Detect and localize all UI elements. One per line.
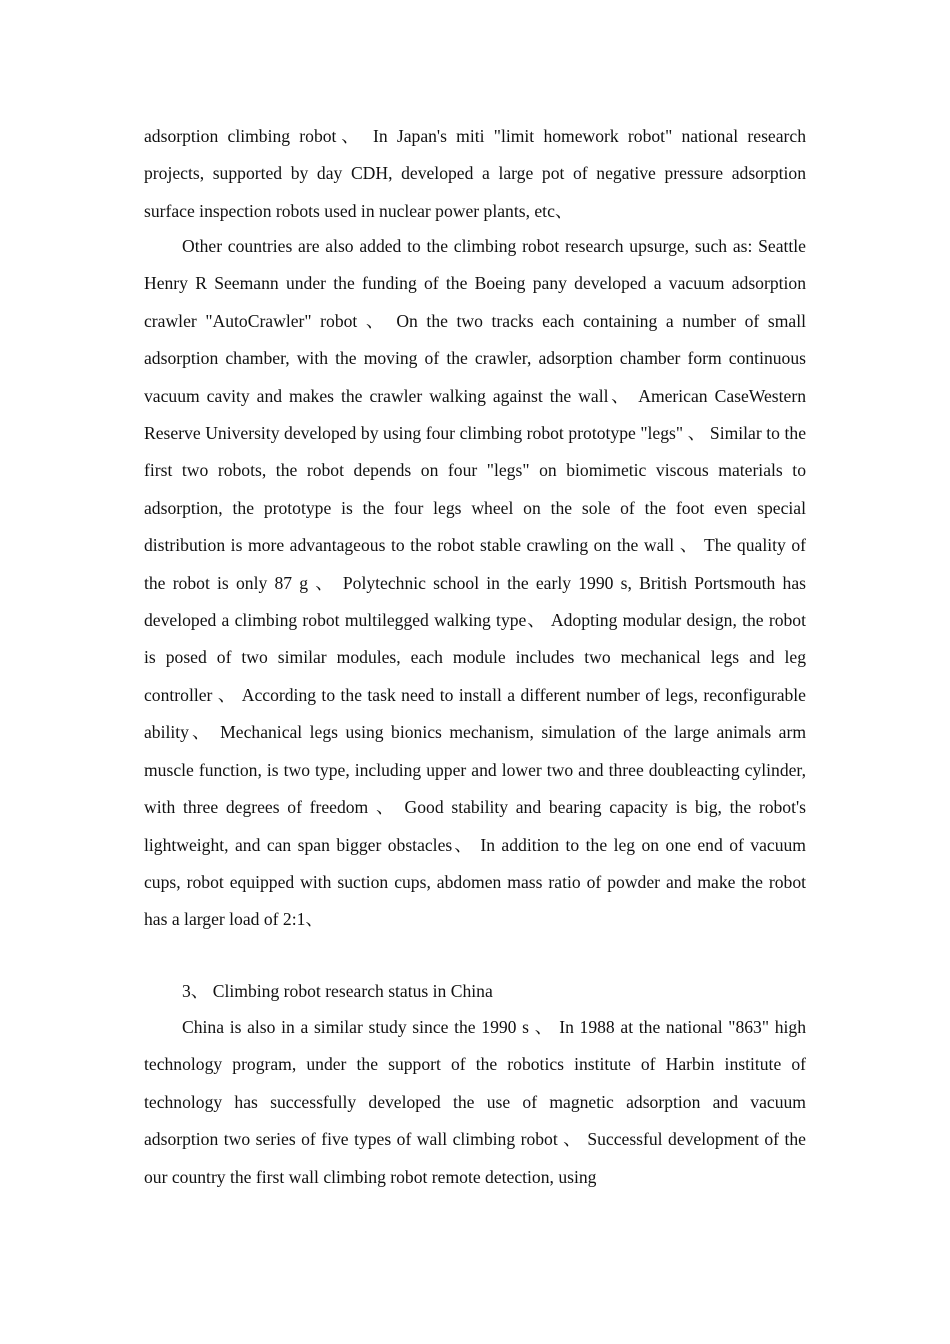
paragraph-other-countries xyxy=(144,228,806,939)
paragraph-1-text: adsorption climbing robot、 In Japan's miti "limit homework robot" national research projects, supported by day CDH, developed a large pot of negative pressure adsorption surface inspection robots used in nuclear power plants, etc、 xyxy=(144,126,806,221)
paragraph-3-text: China is also in a similar study since the 1990 s 、 In 1988 at the national "863" high technology program, under the support of the robotics institute of Harbin institute of technology has successfully developed the use of magnetic adsorption and vacuum adsorption two series of five types of wall climbing robot 、 Successful development of the our country the first wall climbing robot remote detection, using xyxy=(144,1017,806,1187)
paragraph-china xyxy=(144,1009,806,1196)
section-heading-text: 3、 Climbing robot research status in China xyxy=(182,981,493,1001)
section-heading xyxy=(144,973,806,1010)
paragraph-2-text: Other countries are also added to the climbing robot research upsurge, such as: Seattle Henry R Seemann under the funding of the Boeing pany developed a vacuum adsorption crawler "AutoCrawler" robot 、 On the two tracks each containing a number of small adsorption chamber, with the moving of the crawler, adsorption chamber form continuous vacuum cavity and makes the crawler walking against the wall、 American CaseWestern Reserve University developed by using four climbing robot prototype "legs" 、 Similar to the first two robots, the robot depends on four "legs" on biomimetic viscous materials to adsorption, the prototype is the four legs wheel on the sole of the foot even special distribution is more advantageous to the robot stable crawling on the wall 、 The quality of the robot is only 87 g 、 Polytechnic school in the early 1990 s, British Portsmouth has developed a climbing robot multilegged walking type、 Adopting modular design, the robot is posed of two similar modules, each module includes two mechanical legs and leg controller 、 According to the task need to install a different number of legs, reconfigurable ability、 Mechanical legs using bionics mechanism, simulation of the large animals arm muscle function, is two type, including upper and lower two and three doubleacting cylinder, with three degrees of freedom 、 Good stability and bearing capacity is big, the robot's lightweight, and can span bigger obstacles、 In addition to the leg on one end of vacuum cups, robot equipped with suction cups, abdomen mass ratio of powder and make the robot has a larger load of 2:1、 xyxy=(144,236,806,930)
paragraph-continuation xyxy=(144,118,806,230)
